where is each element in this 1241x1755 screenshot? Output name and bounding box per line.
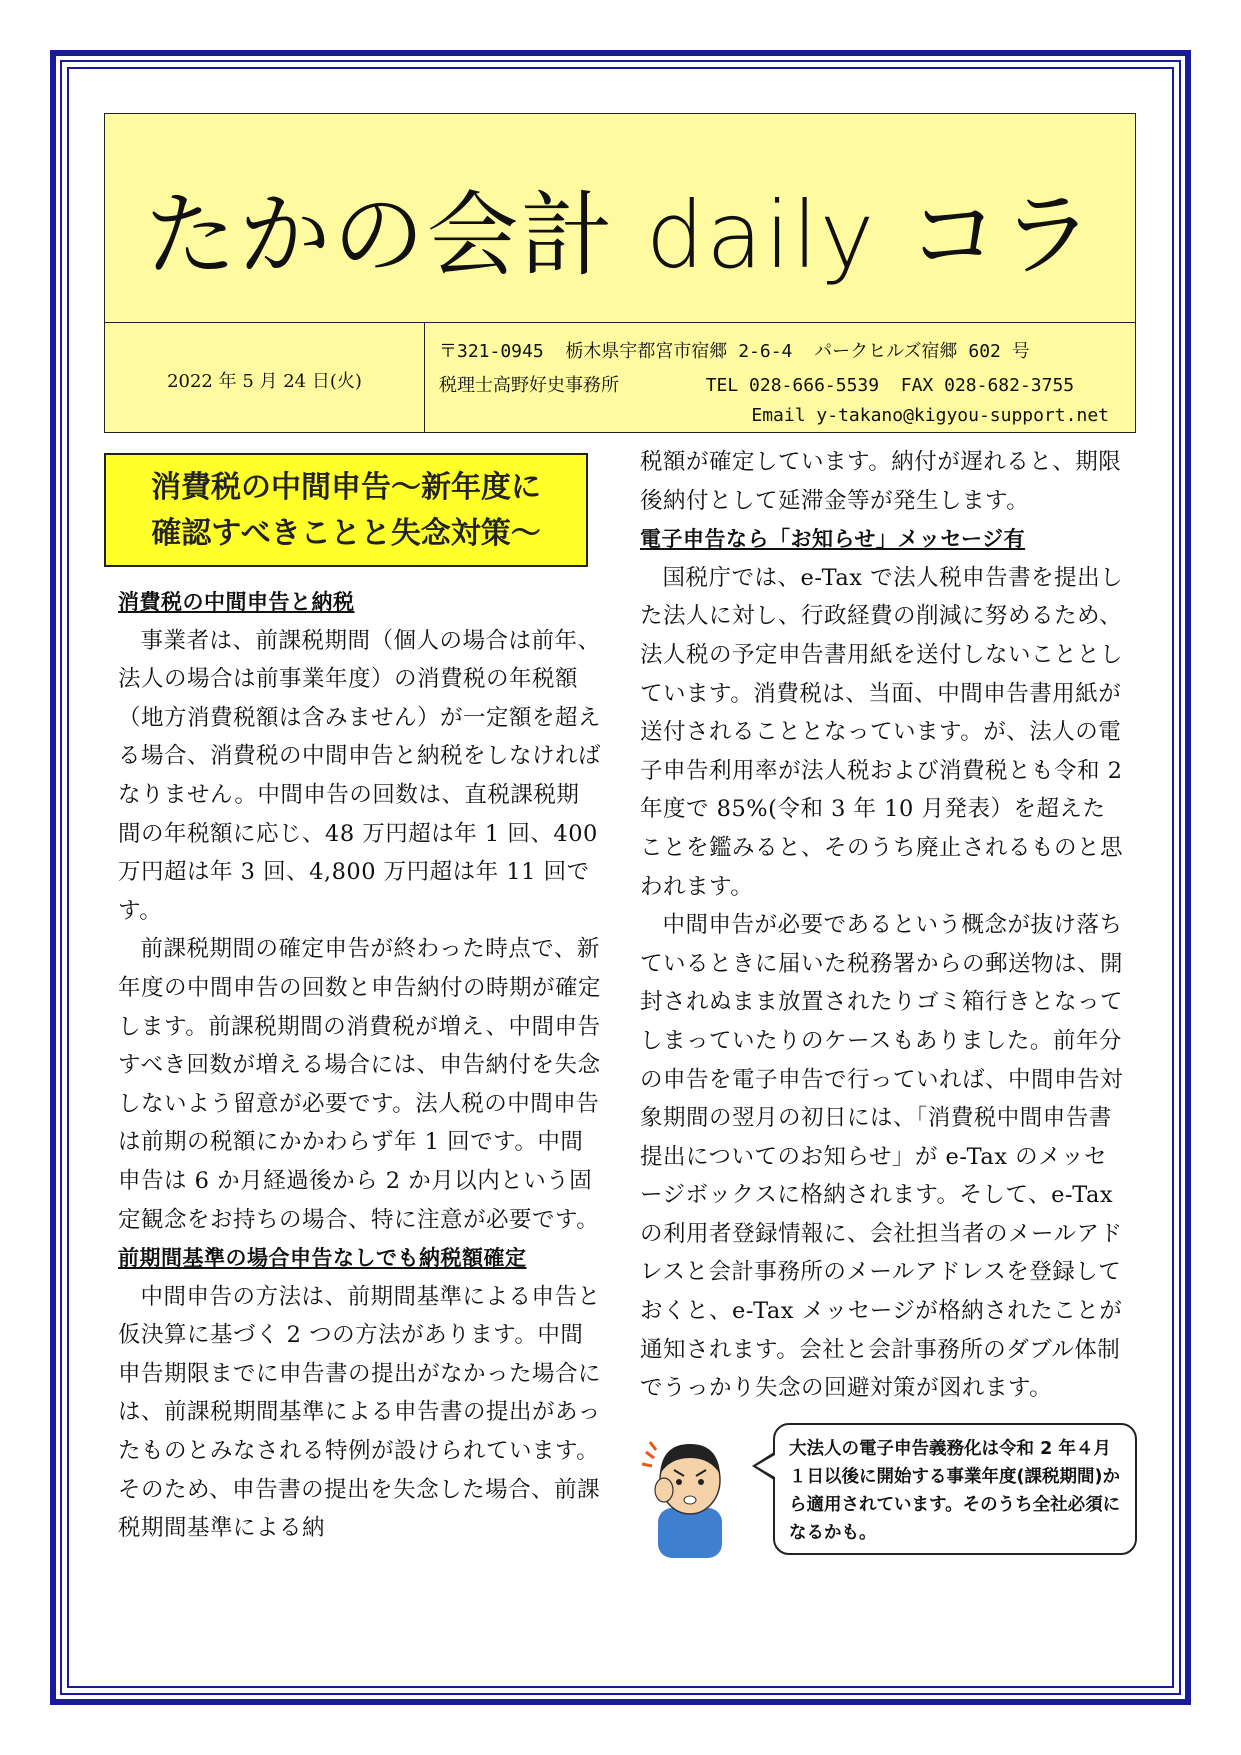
article-title-line1: 消費税の中間申告～新年度に — [151, 470, 541, 505]
callout-tail-inner — [756, 1455, 775, 1477]
section1-heading: 消費税の中間申告と納税 — [118, 590, 355, 614]
section2-heading: 前期間基準の場合申告なしでも納税額確定 — [118, 1246, 527, 1271]
left-column — [118, 583, 602, 1548]
masthead-title-box — [105, 114, 1135, 323]
speech-bubble — [773, 1423, 1137, 1555]
date-box — [105, 323, 425, 432]
office-email: Email y-takano@kigyou-support.net — [751, 405, 1109, 426]
section2-paragraph1: 中間申告の方法は、前期間基準による申告と仮決算に基づく 2 つの方法があります。中間申告期限までに申告書の提出がなかった場合には、前課税期間基準による申告書の提出があったものとみなされる特例が設けられています。そのため、申告書の提出を失念した場合、前課税期間基準による納 — [118, 1283, 602, 1542]
right-column — [640, 443, 1124, 1408]
speech-bubble-text: 大法人の電子申告義務化は令和 2 年４月１日以後に開始する事業年度(課税期間)から適用されています。そのうち全社必須になるかも。 — [789, 1439, 1121, 1543]
section3-paragraph1: 国税庁では、e-Tax で法人税申告書を提出した法人に対し、行政経費の削減に努めるため、法人税の予定申告書用紙を送付しないこととしています。消費税は、当面、中間申告書用紙が送付されることとなっています。が、法人の電子申告利用率が法人税および消費税とも令和 2 年度で 85%(令和 3 年 10 月発表）を超えたことを鑑みると、そのうち廃止されるものと思われます。 — [640, 564, 1124, 900]
office-phone-fax: 税理士高野好史事務所 TEL 028-666-5539 FAX 028-682-3755 — [439, 375, 1075, 396]
contact-box — [425, 323, 1135, 432]
section3-paragraph2: 中間申告が必要であるという概念が抜け落ちているときに届いた税務署からの郵送物は、開封されぬまま放置されたりゴミ箱行きとなってしまっていたりのケースもありました。前年分の申告を電子申告で行っていれば、中間申告対象期間の翌月の初日には、「消費税中間申告書提出についてのお知らせ」が e-Tax のメッセージボックスに格納されます。そして、e-Tax の利用者登録情報に、会社担当者のメールアドレスと会計事務所のメールアドレスを登録しておくと、e-Tax メッセージが格納されたことが通知されます。会社と会計事務所のダブル体制でうっかり失念の回避対策が図れます。 — [640, 912, 1124, 1402]
masthead — [104, 113, 1136, 433]
section1-paragraph1: 事業者は、前課税期間（個人の場合は前年、法人の場合は前事業年度）の消費税の年税額（地方消費税額は含みません）が一定額を超える場合、消費税の中間申告と納税をしなければなりません。中間申告の回数は、直税課税期間の年税額に応じ、48 万円超は年 1 回、400 万円超は年 3 回、4,800 万円超は年 11 回です。 — [118, 627, 602, 924]
worried-person-illustration — [640, 1430, 740, 1558]
section2-paragraph1-continued: 税額が確定しています。納付が遅れると、期限後納付として延滞金等が発生します。 — [640, 449, 1122, 514]
masthead-title: たかの会計 daily コラ — [144, 182, 1096, 289]
section1-paragraph2: 前課税期間の確定申告が終わった時点で、新年度の中間申告の回数と申告納付の時期が確定します。前課税期間の消費税が増え、中間申告すべき回数が増える場合には、申告納付を失念しないよう留意が必要です。法人税の中間申告は前期の税額にかかわらず年 1 回です。中間申告は 6 か月経過後から 2 か月以内という固定観念をお持ちの場合、特に注意が必要です。 — [118, 936, 602, 1233]
article-title — [104, 453, 588, 567]
issue-date: 2022 年 5 月 24 日(火) — [167, 371, 362, 392]
section3-heading: 電子申告なら「お知らせ」メッセージ有 — [640, 527, 1026, 552]
article-title-line2: 確認すべきことと失念対策～ — [151, 516, 541, 551]
office-address: 〒321-0945 栃木県宇都宮市宿郷 2-6-4 パークヒルズ宿郷 602 号 — [439, 341, 1030, 362]
